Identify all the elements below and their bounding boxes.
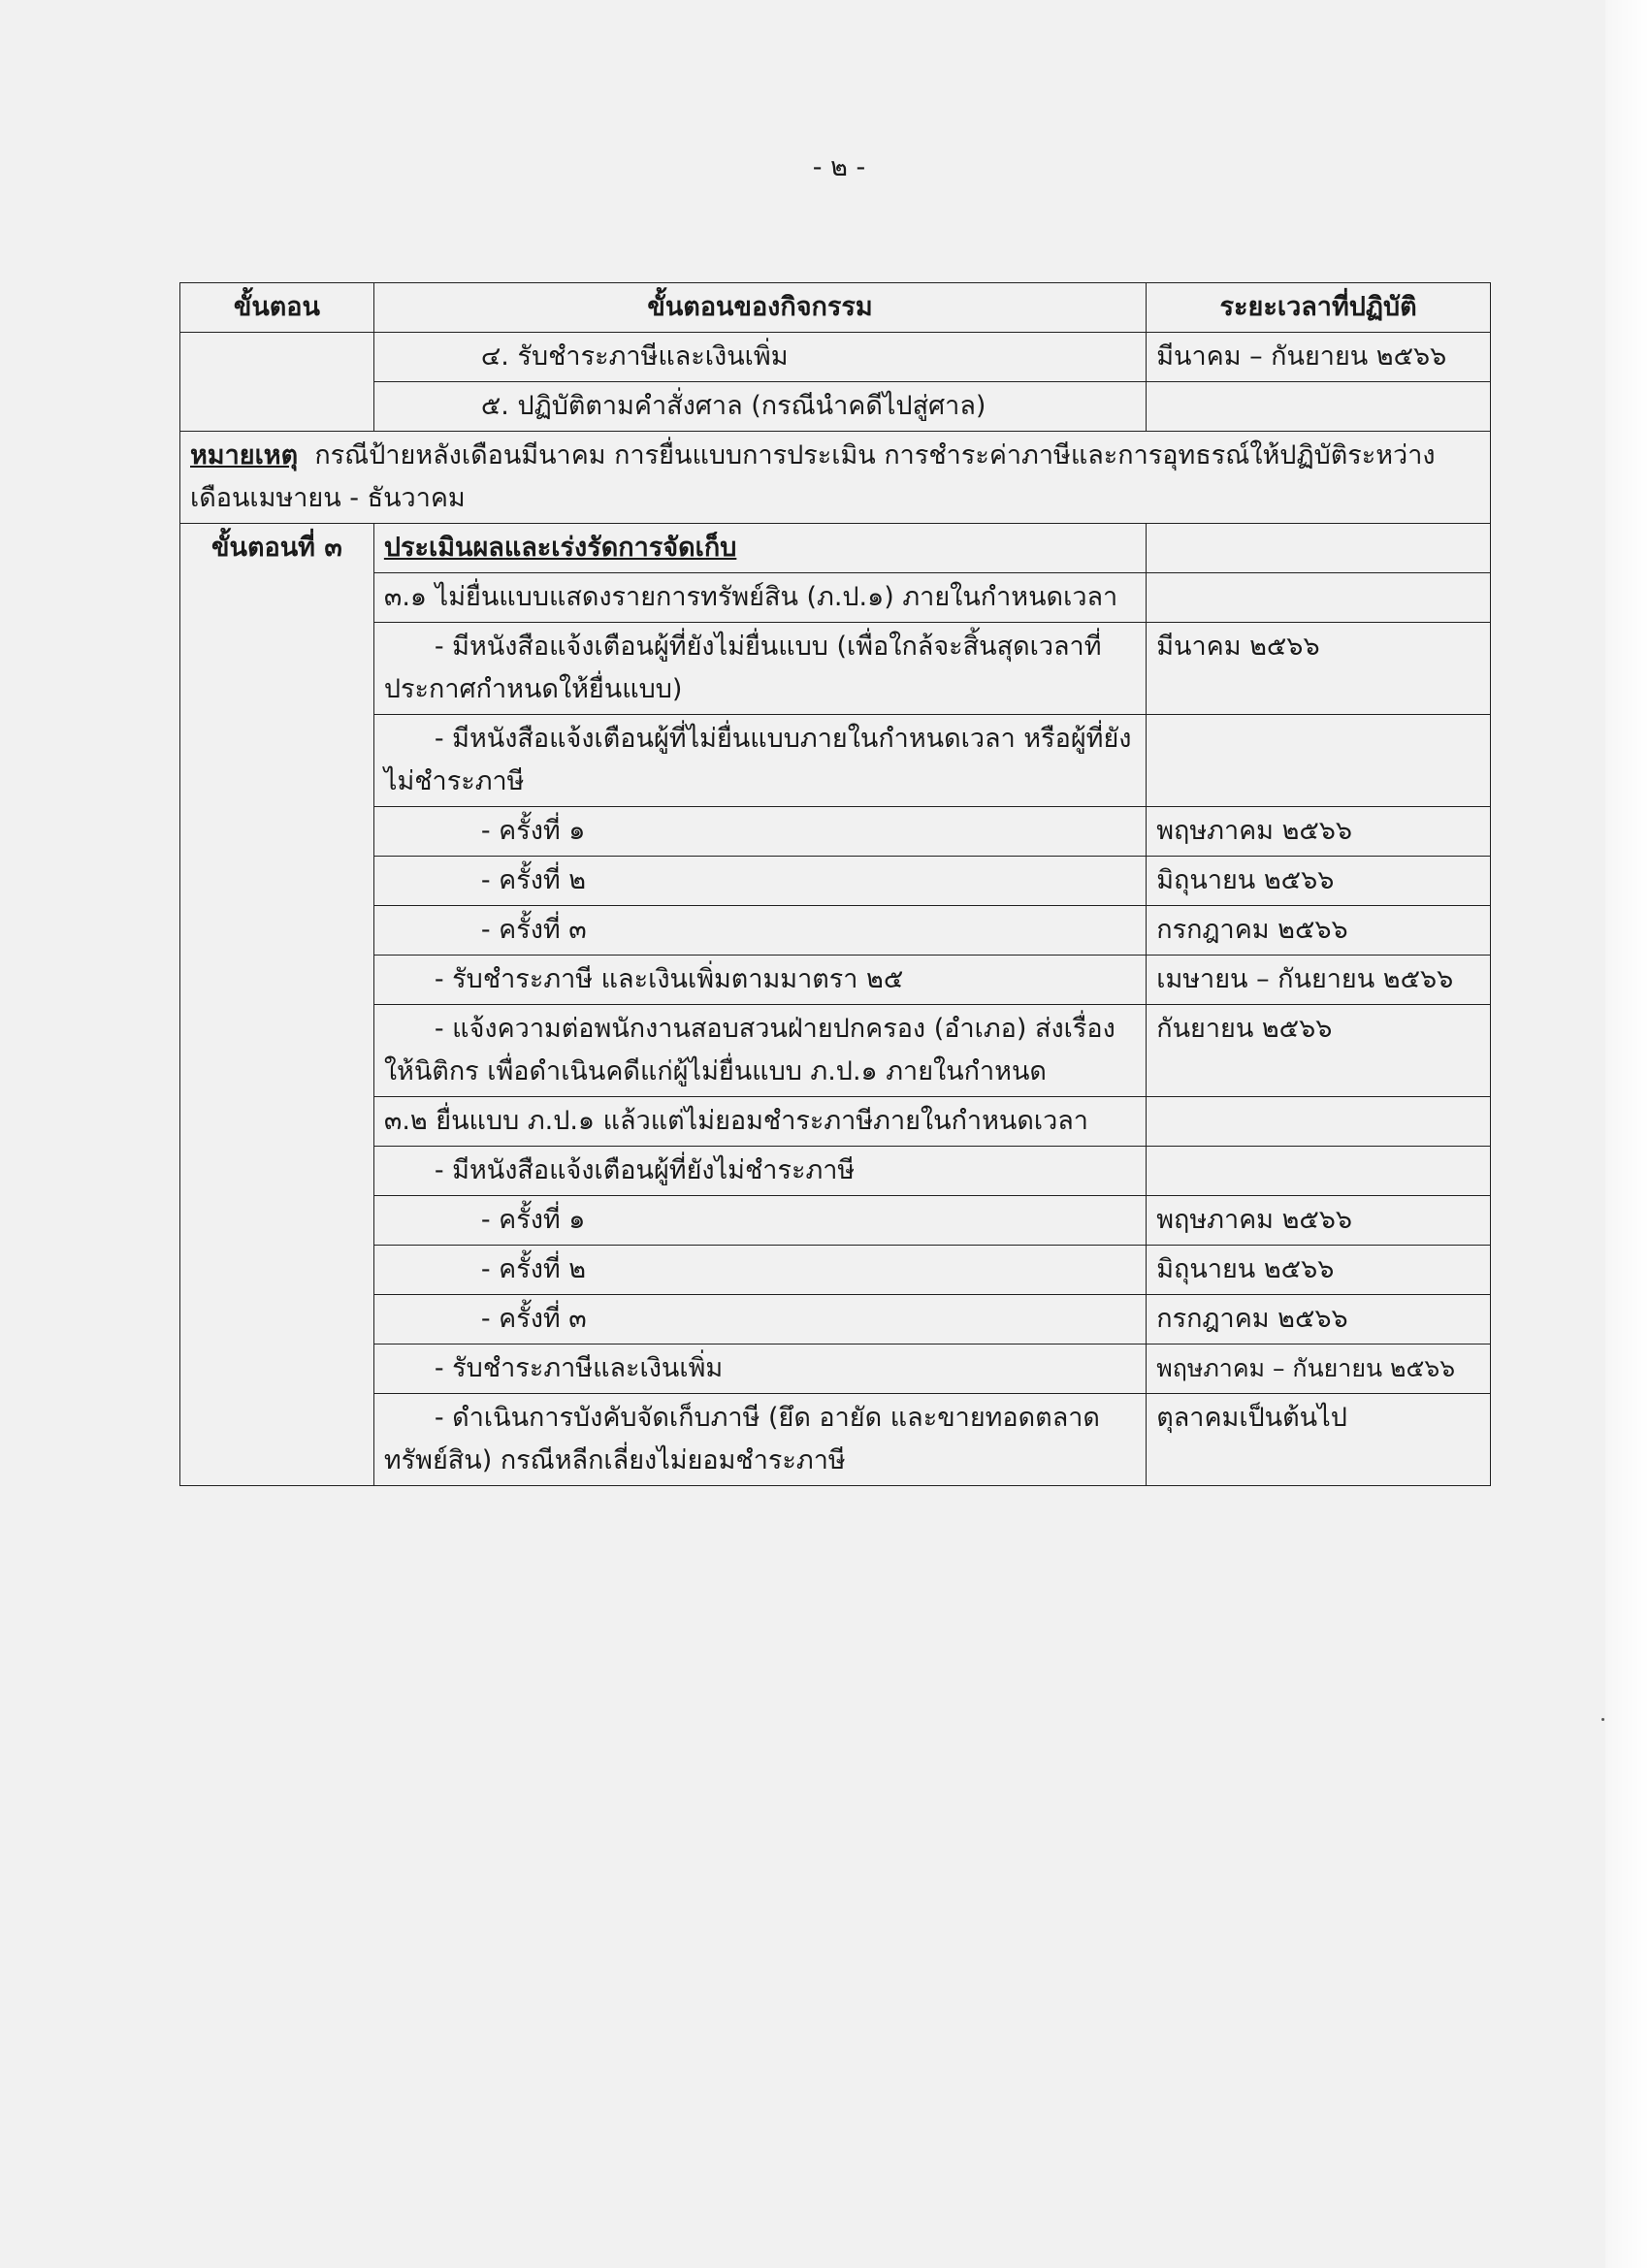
- period-cell: [1147, 715, 1491, 807]
- table-row: [180, 1394, 1491, 1486]
- period-cell: ตุลาคมเป็นต้นไป: [1147, 1394, 1491, 1486]
- table-row: [180, 1147, 1491, 1196]
- note-cell: [180, 432, 1491, 524]
- table-header-row: [180, 283, 1491, 333]
- activity-cell: - รับชำระภาษีและเงินเพิ่ม: [373, 1345, 1146, 1394]
- table-row: [180, 623, 1491, 715]
- scan-margin: [1605, 0, 1649, 2268]
- activity-cell: - มีหนังสือแจ้งเตือนผู้ที่ไม่ยื่นแบบภายในกำหนดเวลา หรือผู้ที่ยังไม่ชำระภาษี: [373, 715, 1146, 807]
- activity-cell: - มีหนังสือแจ้งเตือนผู้ที่ยังไม่ชำระภาษี: [373, 1147, 1146, 1196]
- note-row: [180, 432, 1491, 524]
- activity-cell: - ครั้งที่ ๒: [373, 857, 1146, 906]
- table-row: [180, 1295, 1491, 1345]
- period-cell: [1147, 524, 1491, 573]
- header-period: ระยะเวลาที่ปฏิบัติ: [1147, 283, 1491, 333]
- period-cell: กรกฎาคม ๒๕๖๖: [1147, 1295, 1491, 1345]
- header-activity: ขั้นตอนของกิจกรรม: [373, 283, 1146, 333]
- period-cell: กันยายน ๒๕๖๖: [1147, 1005, 1491, 1097]
- step-cell-empty: [180, 333, 374, 432]
- period-cell: พฤษภาคม ๒๕๖๖: [1147, 807, 1491, 857]
- activity-cell: ๓.๑ ไม่ยื่นแบบแสดงรายการทรัพย์สิน (ภ.ป.๑) ภายในกำหนดเวลา: [373, 573, 1146, 623]
- period-cell: กรกฎาคม ๒๕๖๖: [1147, 906, 1491, 956]
- note-label: หมายเหตุ: [190, 440, 299, 470]
- page-number: - ๒ -: [812, 152, 866, 182]
- activity-cell: - ครั้งที่ ๑: [373, 1196, 1146, 1246]
- activity-cell: - แจ้งความต่อพนักงานสอบสวนฝ่ายปกครอง (อำเภอ) ส่งเรื่องให้นิติกร เพื่อดำเนินคดีแก่ผู้ไม่ยื่นแบบ ภ.ป.๑ ภายในกำหนด: [373, 1005, 1146, 1097]
- table-row: [180, 1005, 1491, 1097]
- period-cell: [1147, 1097, 1491, 1147]
- activity-schedule-table: [179, 282, 1491, 1486]
- table-row: [180, 1196, 1491, 1246]
- period-cell: มิถุนายน ๒๕๖๖: [1147, 1246, 1491, 1295]
- period-cell: [1147, 382, 1491, 432]
- table-row: [180, 906, 1491, 956]
- section-title: ประเมินผลและเร่งรัดการจัดเก็บ: [373, 524, 1146, 573]
- table-row: [180, 1246, 1491, 1295]
- activity-cell: - มีหนังสือแจ้งเตือนผู้ที่ยังไม่ยื่นแบบ (เพื่อใกล้จะสิ้นสุดเวลาที่ประกาศกำหนดให้ยื่นแบบ): [373, 623, 1146, 715]
- activity-cell: - ครั้งที่ ๒: [373, 1246, 1146, 1295]
- period-cell: [1147, 1147, 1491, 1196]
- period-cell: พฤษภาคม ๒๕๖๖: [1147, 1196, 1491, 1246]
- table-row: [180, 1097, 1491, 1147]
- table-row: [180, 333, 1491, 382]
- table-row: [180, 573, 1491, 623]
- table-row: [180, 382, 1491, 432]
- step-label: ขั้นตอนที่ ๓: [180, 524, 374, 1486]
- scan-speck: [1601, 1718, 1604, 1721]
- table-row: [180, 857, 1491, 906]
- header-step: ขั้นตอน: [180, 283, 374, 333]
- activity-cell: - ครั้งที่ ๓: [373, 1295, 1146, 1345]
- step3-title-row: [180, 524, 1491, 573]
- period-cell: พฤษภาคม – กันยายน ๒๕๖๖: [1147, 1345, 1491, 1394]
- activity-cell: - ครั้งที่ ๓: [373, 906, 1146, 956]
- activity-cell: ๕. ปฏิบัติตามคำสั่งศาล (กรณีนำคดีไปสู่ศาล): [373, 382, 1146, 432]
- table-row: [180, 1345, 1491, 1394]
- period-cell: มีนาคม ๒๕๖๖: [1147, 623, 1491, 715]
- period-cell: [1147, 573, 1491, 623]
- period-cell: เมษายน – กันยายน ๒๕๖๖: [1147, 956, 1491, 1005]
- activity-cell: ๓.๒ ยื่นแบบ ภ.ป.๑ แล้วแต่ไม่ยอมชำระภาษีภายในกำหนดเวลา: [373, 1097, 1146, 1147]
- table-row: [180, 715, 1491, 807]
- activity-cell: - ครั้งที่ ๑: [373, 807, 1146, 857]
- note-text: กรณีป้ายหลังเดือนมีนาคม การยื่นแบบการประเมิน การชำระค่าภาษีและการอุทธรณ์ให้ปฏิบัติระหว่างเดือนเมษายน - ธันวาคม: [190, 440, 1436, 513]
- table-row: [180, 956, 1491, 1005]
- activity-cell: - ดำเนินการบังคับจัดเก็บภาษี (ยึด อายัด และขายทอดตลาดทรัพย์สิน) กรณีหลีกเลี่ยงไม่ยอมชำระภาษี: [373, 1394, 1146, 1486]
- table-row: [180, 807, 1491, 857]
- period-cell: มิถุนายน ๒๕๖๖: [1147, 857, 1491, 906]
- activity-cell: - รับชำระภาษี และเงินเพิ่มตามมาตรา ๒๕: [373, 956, 1146, 1005]
- period-cell: มีนาคม – กันยายน ๒๕๖๖: [1147, 333, 1491, 382]
- activity-cell: ๔. รับชำระภาษีและเงินเพิ่ม: [373, 333, 1146, 382]
